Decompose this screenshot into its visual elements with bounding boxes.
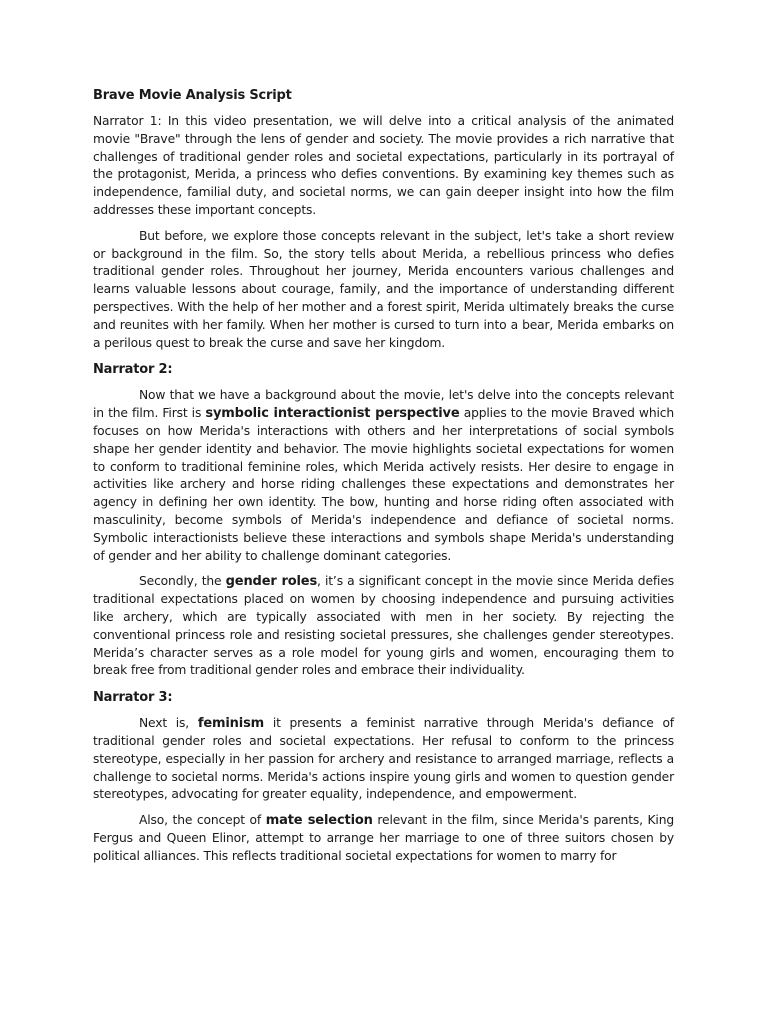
paragraph-text: Also, the concept of xyxy=(139,813,266,828)
paragraph-text: applies to the movie Braved which focuses on how Merida's interactions with others and her interpretations of social symbols shape her gender identity and behavior. The movie highlights societal expectations for women to conform to traditional feminine roles, which Merida actively resists. Her desire to engage in activities like archery and horse riding challenges these expectations and demonstrates her agency in defining her own identity. The bow, hunting and horse riding often associated with masculinity, become symbols of Merida's independence and defiance of societal norms. Symbolic interactionists believe these interactions and symbols shape Merida's understanding of gender and her ability to challenge dominant categories. xyxy=(93,406,675,563)
narrator2-heading: Narrator 2: xyxy=(93,362,173,378)
symbolic-interactionist-paragraph xyxy=(93,387,674,565)
concept-term: gender roles xyxy=(225,574,318,590)
narrator3-heading: Narrator 3: xyxy=(93,690,173,706)
document-title: Brave Movie Analysis Script xyxy=(93,88,292,103)
gender-roles-paragraph xyxy=(93,573,674,680)
concept-term: mate selection xyxy=(265,813,373,829)
concept-term: symbolic interactionist perspective xyxy=(205,406,460,422)
document-page xyxy=(93,86,674,873)
mate-selection-paragraph xyxy=(93,812,674,865)
paragraph-text: , it’s a significant concept in the movie since Merida defies traditional expectations placed on women by choosing independence and pursuing activities like archery, which are typically associated with men in her society. By rejecting the conventional princess role and resisting societal pressures, she challenges gender stereotypes. Merida’s character serves as a role model for young girls and women, encouraging them to break free from traditional gender roles and embrace their individuality. xyxy=(93,574,674,678)
paragraph-text: Now that we have a background about the movie, let's delve into the concepts relevant in the film. First is xyxy=(93,388,674,421)
narrator1-intro-paragraph: Narrator 1: In this video presentation, we will delve into a critical analysis of the animated movie "Brave" through the lens of gender and society. The movie provides a rich narrative that challenges of traditional gender roles and societal expectations, particularly in its portrayal of the protagonist, Merida, a princess who defies conventions. By examining key themes such as independence, familial duty, and societal norms, we can gain deeper insight into how the film addresses these important concepts. xyxy=(93,114,674,217)
feminism-paragraph xyxy=(93,715,674,804)
concept-term: feminism xyxy=(197,716,265,732)
paragraph-text: Secondly, the xyxy=(139,574,226,589)
paragraph-text: it presents a feminist narrative through Merida's defiance of traditional gender roles and societal expectations. Her refusal to conform to the princess stereotype, especially in her passion for archery and resistance to arranged marriage, reflects a challenge to societal norms. Merida's actions inspire young girls and women to question gender stereotypes, advocating for greater equality, independence, and empowerment. xyxy=(93,716,674,802)
paragraph-text: Next is, xyxy=(139,716,198,731)
paragraph-text: relevant in the film, since Merida's parents, King Fergus and Queen Elinor, attempt to arrange her marriage to one of three suitors chosen by political alliances. This reflects traditional societal expectations for women to marry for xyxy=(93,813,674,863)
narrator1-background-paragraph: But before, we explore those concepts relevant in the subject, let's take a short review or background in the film. So, the story tells about Merida, a rebellious princess who defies traditional gender roles. Throughout her journey, Merida encounters various challenges and learns valuable lessons about courage, family, and the importance of understanding different perspectives. With the help of her mother and a forest spirit, Merida ultimately breaks the curse and reunites with her family. When her mother is cursed to turn into a bear, Merida embarks on a perilous quest to break the curse and save her kingdom. xyxy=(93,228,674,350)
